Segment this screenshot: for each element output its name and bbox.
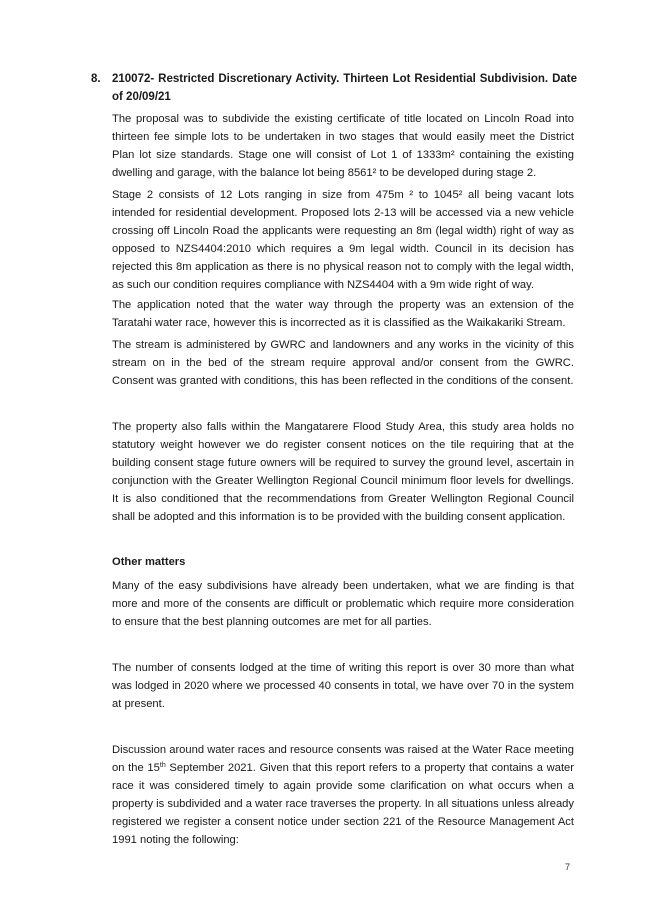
paragraph-flood-study: The property also falls within the Mangatarere Flood Study Area, this study area holds no statutory weight however we do register consent notices on the tile requiring that at the building consent stage future owners will be required to survey the ground level, ascertain in conjunction with the Greater Wellington Regional Council minimum floor levels for dwellings. It is also conditioned that the recommendations from Greater Wellington Regional Council shall be adopted and this information is to be provided with the building consent application. bbox=[112, 421, 574, 523]
paragraph-consents-lodged: The number of consents lodged at the time of writing this report is over 30 more than what was lodged in 2020 where we processed 40 consents in total, we have over 70 in the system at present. bbox=[112, 662, 574, 710]
date-ordinal-suffix: th bbox=[159, 762, 166, 769]
section-title: 210072- Restricted Discretionary Activity. Thirteen Lot Residential Subdivision. Date of 20/09/21 bbox=[112, 73, 577, 103]
water-races-text-rest: September 2021. Given that this report refers to a property that contains a water race it was considered timely to again provide some clarification on what occurs when a property is subdivided and a water race traverses the property. In all situations unless already registered we register a consent notice under section 221 of the Resource Management Act 1991 noting the following: bbox=[112, 762, 574, 846]
section-number: 8. bbox=[91, 73, 101, 85]
paragraph-stream: The stream is administered by GWRC and landowners and any works in the vicinity of this stream on in the bed of the stream require approval and/or consent from the GWRC. Consent was granted with conditions, this has been reflected in the conditions of the consent. bbox=[112, 339, 574, 387]
other-matters-heading: Other matters bbox=[112, 556, 186, 568]
paragraph-easy-subdivisions: Many of the easy subdivisions have already been undertaken, what we are finding is that more and more of the consents are difficult or problematic which require more consideration to ensure that the best planning outcomes are met for all parties. bbox=[112, 580, 574, 628]
paragraph-water-races bbox=[112, 741, 574, 849]
paragraph-water-way: The application noted that the water way through the property was an extension of the Taratahi water race, however this is incorrected as it is classified as the Waikakariki Stream. bbox=[112, 299, 574, 329]
water-races-text-start: Discussion around water races and resource consents was raised at the Water Race meeting on the 15 bbox=[112, 744, 574, 774]
paragraph-proposal: The proposal was to subdivide the existing certificate of title located on Lincoln Road into thirteen fee simple lots to be undertaken in two stages that would easily meet the District Plan lot size standards. Stage one will consist of Lot 1 of 1333m² containing the existing dwelling and garage, with the balance lot being 8561² to be developed during stage 2. bbox=[112, 113, 574, 179]
paragraph-stage-2: Stage 2 consists of 12 Lots ranging in size from 475m ² to 1045² all being vacant lots intended for residential development. Proposed lots 2-13 will be accessed via a new vehicle crossing off Lincoln Road the applicants were requesting an 8m (legal width) right of way as opposed to NZS4404:2010 which requires a 9m legal width. Council in its decision has rejected this 8m application as there is no physical reason not to comply with the legal width, as such our condition requires compliance with NZS4404 with a 9m wide right of way. bbox=[112, 189, 574, 291]
page-number: 7 bbox=[565, 862, 571, 872]
